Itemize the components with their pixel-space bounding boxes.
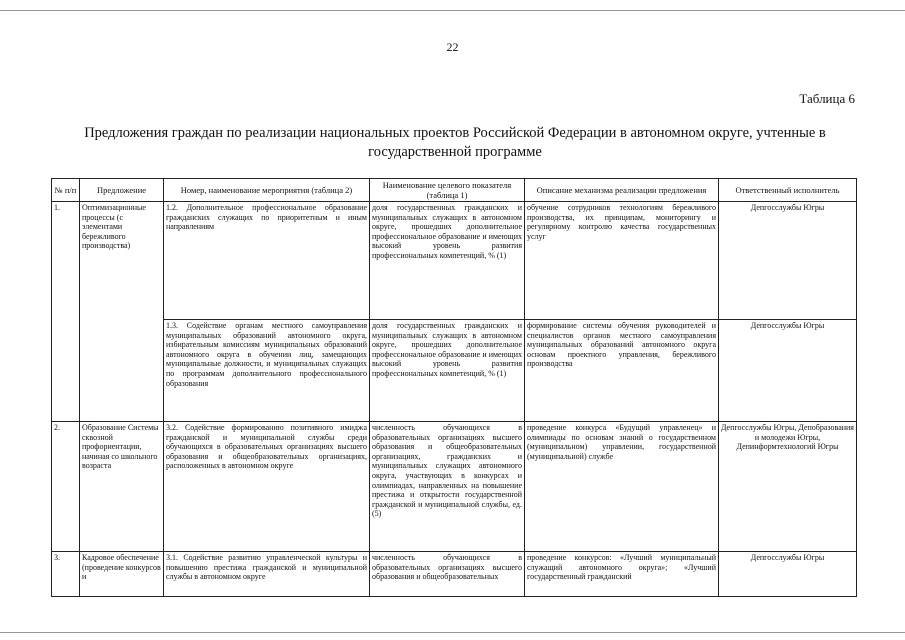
row-executor: Депгосслужбы Югры, Депобразования и молодежи Югры, Депинформтехнологий Югры xyxy=(719,422,857,552)
row-proposal: Образование Системы сквозной профориентации, начиная со школьного возраста xyxy=(80,422,164,552)
row-executor: Депгосслужбы Югры xyxy=(719,202,857,320)
col-header-proposal: Предложение xyxy=(80,179,164,202)
scan-edge-top xyxy=(0,10,905,11)
row-num: 1. xyxy=(52,202,80,422)
row-proposal: Оптимизационные процессы (с элементами бережливого производства) xyxy=(80,202,164,422)
col-header-indicator: Наименование целевого показателя (таблица 1) xyxy=(370,179,525,202)
table-label: Таблица 6 xyxy=(799,91,855,106)
row-mechanism: проведение конкурсов: «Лучший муниципальный служащий автономного округа»; «Лучший государственный гражданский xyxy=(525,552,719,597)
proposals-table xyxy=(51,178,857,597)
row-indicator: доля государственных гражданских и муниципальных служащих в автономном округе, прошедших дополнительное профессиональное образование и имеющих высокий уровень развития профессиональных компетенций, % (1) xyxy=(370,320,525,422)
table-row xyxy=(52,320,857,422)
row-executor: Депгосслужбы Югры xyxy=(719,552,857,597)
table-row xyxy=(52,422,857,552)
table-row xyxy=(52,552,857,597)
row-indicator: доля государственных гражданских и муниципальных служащих в автономном округе, прошедших дополнительное профессиональное образование и имеющих высокий уровень развития профессиональных компетенций, % (1) xyxy=(370,202,525,320)
row-event: 3.2. Содействие формированию позитивного имиджа гражданской и муниципальной службы среди обучающихся в образовательных организациях высшего образования и общеобразовательных организациях, расположенных в автономном округе xyxy=(164,422,370,552)
row-event: 3.1. Содействие развитию управленческой культуры и повышению престижа гражданской и муниципальной службы в автономном округе xyxy=(164,552,370,597)
col-header-event: Номер, наименование мероприятия (таблица 2) xyxy=(164,179,370,202)
col-header-mechanism: Описание механизма реализации предложения xyxy=(525,179,719,202)
table-header-row xyxy=(52,179,857,202)
row-event: 1.3. Содействие органам местного самоуправления муниципальных образований автономного округа, избирательным комиссиям муниципальных образований автономного округа в обучении лиц, замещающих муниципальные должности, и муниципальных служащих по программам дополнительного профессионального образования xyxy=(164,320,370,422)
row-mechanism: проведение конкурса «Будущий управленец» и олимпиады по основам знаний о государственном (муниципальном) управлении, государственной (муниципальной) службе xyxy=(525,422,719,552)
col-header-executor: Ответственный исполнитель xyxy=(719,179,857,202)
row-num: 2. xyxy=(52,422,80,552)
scan-edge-bottom xyxy=(0,632,905,633)
page-number: 22 xyxy=(446,40,459,54)
row-indicator: численность обучающихся в образовательных организациях высшего образования и общеобразовательных xyxy=(370,552,525,597)
document-title: Предложения граждан по реализации национальных проектов Российской Федерации в автономном округе, учтенные в государственной программе xyxy=(84,125,826,160)
col-header-num: № п/п xyxy=(52,179,80,202)
row-num: 3. xyxy=(52,552,80,597)
row-mechanism: обучение сотрудников технологиям бережливого производства, их принципам, мониторингу и регулярному контролю качества государственных услуг xyxy=(525,202,719,320)
row-mechanism: формирование системы обучения руководителей и специалистов органов местного самоуправления муниципальных образований автономного округа основам проектного управления, бережливого производства xyxy=(525,320,719,422)
row-event: 1.2. Дополнительное профессиональное образование гражданских служащих по приоритетным и иным направлениям xyxy=(164,202,370,320)
row-proposal: Кадровое обеспечение (проведение конкурсов и xyxy=(80,552,164,597)
row-executor: Депгосслужбы Югры xyxy=(719,320,857,422)
row-indicator: численность обучающихся в образовательных организациях высшего образования и общеобразовательных организациях, гражданских и муниципальных служащих автономного округа, участвующих в конкурсах и олимпиадах, направленных на повышение престижа и открытости государственной гражданской и муниципальной службы, ед. (5) xyxy=(370,422,525,552)
table-row xyxy=(52,202,857,320)
